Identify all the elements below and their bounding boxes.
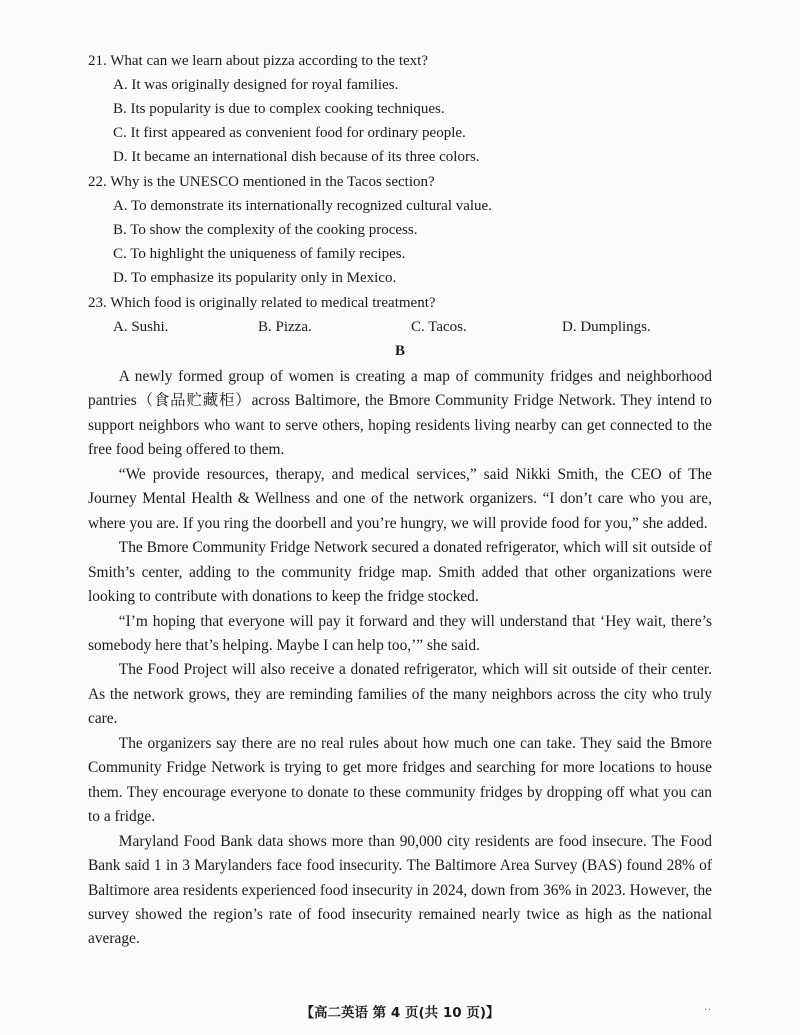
question-22-option-d: D. To emphasize its popularity only in Mexico.: [113, 270, 397, 286]
passage-paragraph: “I’m hoping that everyone will pay it forward and they will understand that ‘Hey wait, there’s somebody here that’s helping. Maybe I can help too,’” she said.: [88, 612, 712, 654]
page-footer: 【高二英语 第 4 页(共 10 页)】: [300, 1005, 500, 1021]
question-22-option-a: A. To demonstrate its internationally recognized cultural value.: [113, 198, 492, 214]
question-23-option-b: B. Pizza.: [258, 319, 312, 335]
question-23-option-a: A. Sushi.: [113, 319, 169, 335]
question-21-option-b: B. Its popularity is due to complex cooking techniques.: [113, 101, 445, 117]
passage-paragraph: Maryland Food Bank data shows more than 90,000 city residents are food insecure. The Food Bank said 1 in 3 Marylanders face food insecurity. The Baltimore Area Survey (BAS) found 28% of Baltimore area residents experienced food insecurity in 2024, down from 36% in 2023. However, the survey showed the region’s rate of food insecurity remained nearly twice as high as the national average.: [88, 832, 712, 948]
passage-paragraph: The Bmore Community Fridge Network secured a donated refrigerator, which will sit outside of Smith’s center, adding to the community fridge map. Smith added that other organizations were looking to contribute with donations to keep the fridge stocked.: [88, 539, 712, 606]
question-23-option-c: C. Tacos.: [411, 319, 467, 335]
question-21: 21. What can we learn about pizza according to the text?: [88, 53, 428, 69]
question-21-option-d: D. It became an international dish because of its three colors.: [113, 149, 480, 165]
question-21-option-c: C. It first appeared as convenient food for ordinary people.: [113, 125, 466, 141]
question-23: 23. Which food is originally related to medical treatment?: [88, 295, 436, 311]
question-22: 22. Why is the UNESCO mentioned in the Tacos section?: [88, 174, 435, 190]
question-22-option-b: B. To show the complexity of the cooking process.: [113, 222, 418, 238]
question-22-option-c: C. To highlight the uniqueness of family recipes.: [113, 246, 406, 262]
question-21-option-a: A. It was originally designed for royal families.: [113, 77, 399, 93]
passage-paragraph: “We provide resources, therapy, and medical services,” said Nikki Smith, the CEO of The Journey Mental Health & Wellness and one of the network organizers. “I don’t care who you are, where you are. If you ring the doorbell and you’re hungry, we will provide food for you,” she added.: [88, 465, 712, 532]
passage-paragraph: A newly formed group of women is creating a map of community fridges and neighborhood pantries（食品贮藏柜）across Baltimore, the Bmore Community Fridge Network. They intend to support neighbors who want to serve others, hoping residents living nearby can get connected to the free food being offered to them.: [88, 368, 712, 459]
section-title: B: [394, 343, 405, 359]
passage-paragraph: The organizers say there are no real rules about how much one can take. They said the Bmore Community Fridge Network is trying to get more fridges and searching for more locations to house them. They encourage everyone to donate to these community fridges by dropping off what you can to a fridge.: [88, 734, 712, 826]
reading-passage: [88, 365, 712, 952]
footer-mark: ··: [704, 1004, 712, 1016]
question-23-option-d: D. Dumplings.: [562, 319, 651, 335]
passage-paragraph: The Food Project will also receive a donated refrigerator, which will sit outside of their center. As the network grows, they are reminding families of the many neighbors across the city who truly care.: [88, 661, 712, 728]
